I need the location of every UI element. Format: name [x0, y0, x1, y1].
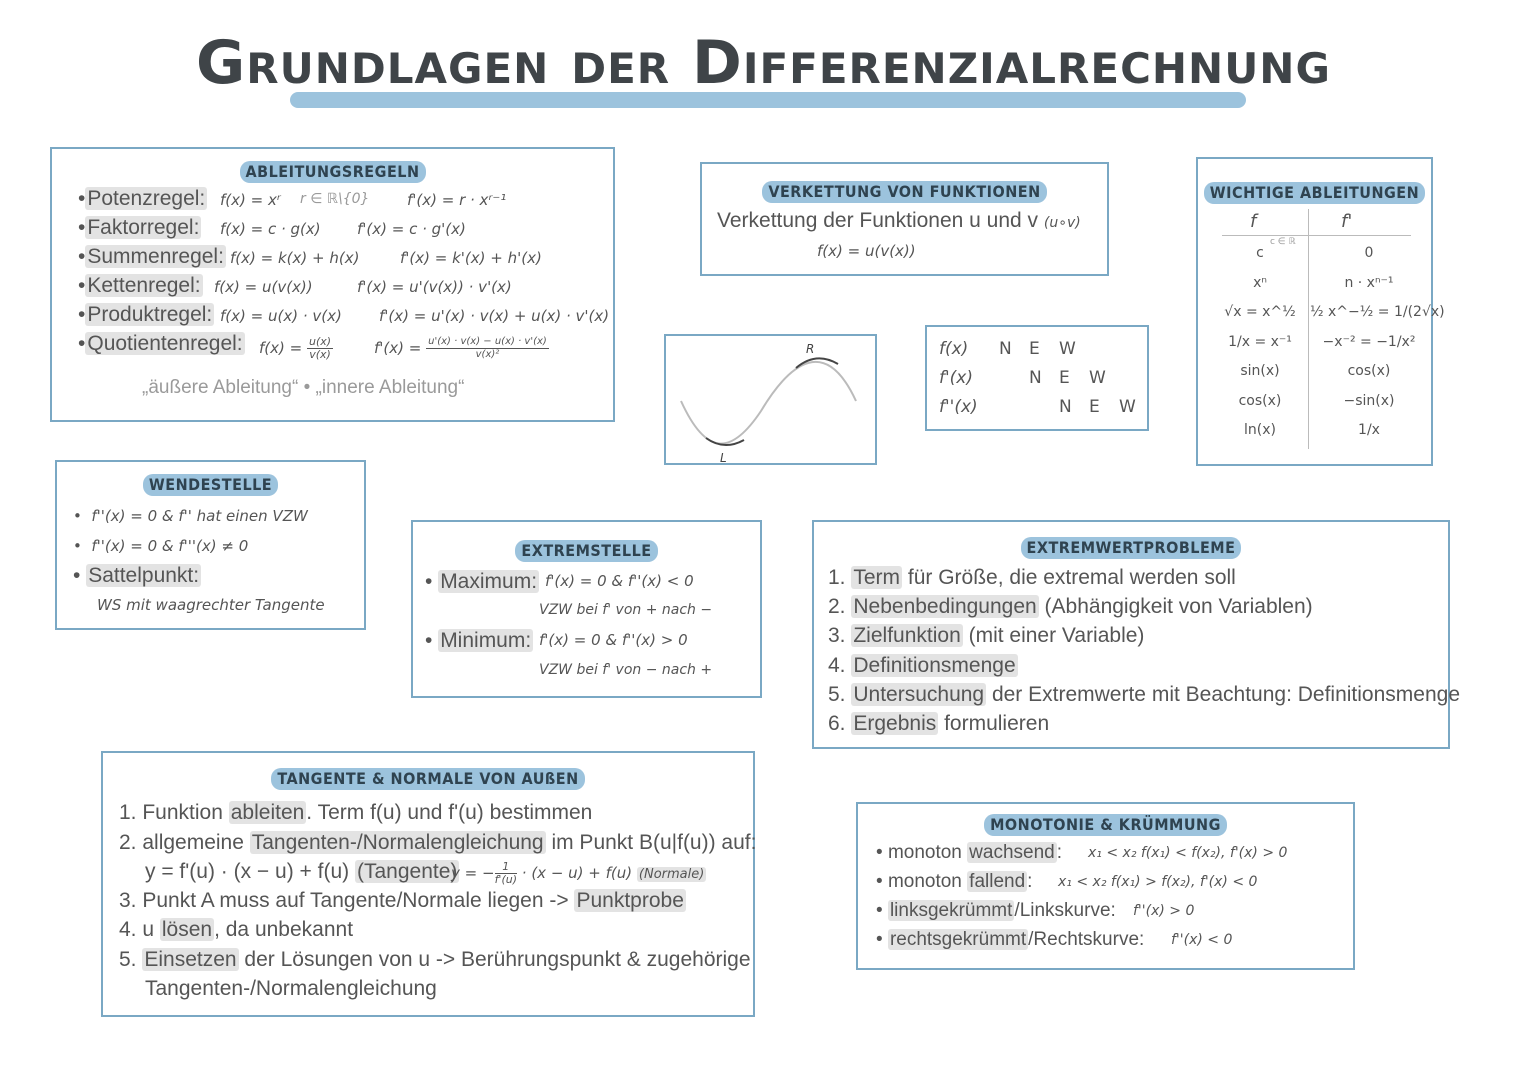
- new-cell: E: [1059, 368, 1070, 388]
- new-cell: N: [1029, 368, 1042, 388]
- derivative-fprime: −sin(x): [1343, 392, 1395, 409]
- monotonie-math: x₁ < x₂ f(x₁) < f(x₂), f'(x) > 0: [1088, 845, 1288, 861]
- extremwert-step: 6. Ergebnis formulieren: [828, 712, 1050, 735]
- derivative-fprime: 0: [1364, 245, 1374, 261]
- monotonie-heading: MONOTONIE & KRÜMMUNG: [984, 814, 1227, 836]
- new-cell: N: [999, 339, 1012, 359]
- graph-box: [664, 334, 877, 465]
- derivative-fprime: ½ x^−½ = 1/(2√x): [1310, 304, 1445, 320]
- extremstelle-box: [411, 520, 762, 698]
- derivative-f: c: [1256, 245, 1264, 261]
- ableitungsregeln-heading: ABLEITUNGSREGELN: [240, 161, 426, 183]
- monotonie-math: x₁ < x₂ f(x₁) > f(x₂), f'(x) < 0: [1058, 874, 1258, 890]
- new-cell: W: [1059, 339, 1076, 359]
- derivative-f: cos(x): [1238, 392, 1282, 409]
- rule-f: f(x) = u(x) · v(x): [220, 307, 342, 325]
- extremstelle-heading: EXTREMSTELLE: [515, 540, 657, 562]
- table-column-divider: [1308, 209, 1309, 449]
- wendestelle-heading: WENDESTELLE: [143, 474, 278, 496]
- rule-f: f(x) = $\frac{u(x)}{v(x)}$: [259, 335, 332, 361]
- maximum-vzw: VZW bei f' von + nach −: [539, 602, 713, 618]
- new-row-label: f(x): [939, 339, 969, 359]
- new-box: [925, 325, 1149, 431]
- sattelpunkt-text: WS mit waagrechter Tangente: [97, 596, 325, 614]
- monotonie-math: f''(x) > 0: [1133, 903, 1195, 919]
- wendestelle-item: • f''(x) = 0 & f'' hat einen VZW: [73, 507, 308, 525]
- rule-name: •Potenzregel:: [78, 187, 206, 210]
- tangente-step-5-cont: Tangenten-/Normalengleichung: [145, 977, 437, 1000]
- ableitungsregeln-box: [50, 147, 615, 422]
- extremwertprobleme-box: [812, 520, 1460, 749]
- col-f: f: [1250, 211, 1257, 232]
- extremwert-step: 4. Definitionsmenge: [828, 653, 1016, 677]
- monotonie-item: • linksgekrümmt /Linkskurve:: [876, 900, 1116, 921]
- extremwert-heading: EXTREMWERTPROBLEME: [1021, 537, 1242, 559]
- minimum-label: • Minimum:: [425, 629, 532, 652]
- new-row-label: f''(x): [939, 397, 978, 417]
- maximum-label: • Maximum:: [425, 570, 538, 593]
- extremwert-step: 2. Nebenbedingungen (Abhängigkeit von Variablen): [828, 595, 1313, 619]
- monotonie-box: [856, 802, 1355, 970]
- ableitungsregeln-note: „äußere Ableitung“ • „innere Ableitung“: [142, 377, 465, 398]
- derivative-f: 1/x = x⁻¹: [1228, 333, 1292, 350]
- tangente-equation: y = f'(u) · (x − u) + f(u) (Tangente): [145, 860, 458, 883]
- new-cell: E: [1029, 339, 1040, 359]
- sattelpunkt-label: • Sattelpunkt:: [73, 564, 200, 587]
- derivative-f: √x = x^½: [1224, 304, 1296, 320]
- verkettung-formula: f(x) = u(v(x)): [817, 242, 916, 260]
- rule-fprime: f'(x) = u'(v(x)) · v'(x): [357, 278, 512, 296]
- tangente-step-1: 1. Funktion ableiten. Term f(u) und f'(u) bestimmen: [119, 801, 593, 824]
- tangente-step-5: 5. Einsetzen der Lösungen von u -> Berührungspunkt & zugehörige: [119, 948, 751, 971]
- derivative-note: c ∈ ℝ: [1270, 237, 1296, 247]
- monotonie-item: • monoton fallend :: [876, 871, 1033, 892]
- rule-f: f(x) = u(v(x)): [214, 278, 313, 296]
- rule-name: •Produktregel:: [78, 303, 213, 326]
- wendestelle-box: [55, 460, 366, 630]
- rule-fprime: f'(x) = k'(x) + h'(x): [400, 249, 542, 267]
- tangente-step-4: 4. u lösen, da unbekannt: [119, 918, 354, 941]
- new-cell: N: [1059, 397, 1072, 417]
- monotonie-math: f''(x) < 0: [1171, 932, 1233, 948]
- extremwert-step: 5. Untersuchung der Extremwerte mit Beachtung: Definitionsmenge: [828, 682, 1460, 706]
- monotonie-item: • rechtsgekrümmt /Rechtskurve:: [876, 929, 1145, 950]
- new-cell: E: [1089, 397, 1100, 417]
- maximum-condition: f'(x) = 0 & f''(x) < 0: [545, 572, 694, 590]
- rule-fprime: f'(x) = r · xʳ⁻¹: [407, 191, 507, 209]
- verkettung-box: [700, 162, 1109, 276]
- rule-name: •Faktorregel:: [78, 216, 200, 239]
- page-title: Grundlagen der Differenzialrechnung: [196, 28, 1331, 98]
- min-label: L: [720, 451, 727, 463]
- new-cell: W: [1119, 397, 1136, 417]
- tangente-heading: TANGENTE & NORMALE VON AUßEN: [271, 768, 584, 790]
- wendestelle-item: • f''(x) = 0 & f'''(x) ≠ 0: [73, 537, 249, 555]
- derivative-fprime: cos(x): [1347, 363, 1391, 379]
- rule-f: f(x) = c · g(x): [220, 220, 321, 238]
- derivative-fprime: −x⁻² = −1/x²: [1322, 333, 1416, 350]
- tangente-step-2: 2. allgemeine Tangenten-/Normalengleichung im Punkt B(u|f(u)) auf:: [119, 831, 757, 854]
- wichtige-ableitungen-box: [1196, 157, 1445, 466]
- verkettung-heading: VERKETTUNG VON FUNKTIONEN: [762, 181, 1046, 203]
- table-divider: [1222, 235, 1411, 236]
- sine-curve: [681, 362, 856, 444]
- sine-curve-graph: [666, 336, 875, 463]
- wichtige-heading: WICHTIGE ABLEITUNGEN: [1204, 182, 1425, 204]
- derivative-f: xⁿ: [1253, 274, 1267, 291]
- derivative-f: sin(x): [1240, 363, 1280, 379]
- rule-condition: r ∈ ℝ\{0}: [300, 191, 370, 207]
- extremwert-step: 3. Zielfunktion (mit einer Variable): [828, 624, 1145, 648]
- rule-f: f(x) = xʳ: [220, 191, 281, 209]
- normale-equation: y = − $\frac{1}{f'(u)}$ · (x − u) + f(u) (Normale): [451, 860, 705, 886]
- minimum-condition: f'(x) = 0 & f''(x) > 0: [539, 631, 688, 649]
- max-label: R: [806, 342, 815, 356]
- minimum-vzw: VZW bei f' von − nach +: [539, 662, 713, 678]
- extremwert-step: 1. Term für Größe, die extremal werden soll: [828, 566, 1236, 589]
- derivative-fprime: n · xⁿ⁻¹: [1344, 274, 1394, 291]
- verkettung-text: Verkettung der Funktionen u und v (u∘v): [717, 209, 1081, 232]
- rule-fprime: f'(x) = u'(x) · v(x) + u(x) · v'(x): [379, 307, 610, 325]
- tangente-box: [101, 751, 755, 1017]
- derivative-fprime: 1/x: [1358, 422, 1380, 438]
- monotonie-item: • monoton wachsend :: [876, 842, 1063, 863]
- rule-name: •Kettenregel:: [78, 274, 201, 297]
- rule-fprime: f'(x) = $\frac{u'(x) \cdot v(x) - u(x) \cdot v'(x)}{\text{v(x)²}}$: [374, 336, 547, 360]
- rule-fprime: f'(x) = c · g'(x): [357, 220, 466, 238]
- rule-name: •Quotientenregel:: [78, 332, 243, 355]
- derivative-f: ln(x): [1244, 422, 1276, 438]
- tangente-step-3: 3. Punkt A muss auf Tangente/Normale liegen -> Punktprobe: [119, 889, 684, 912]
- rule-f: f(x) = k(x) + h(x): [230, 249, 360, 267]
- rule-name: •Summenregel:: [78, 245, 224, 268]
- col-fp: f': [1341, 211, 1353, 232]
- new-row-label: f'(x): [939, 368, 973, 388]
- new-cell: W: [1089, 368, 1106, 388]
